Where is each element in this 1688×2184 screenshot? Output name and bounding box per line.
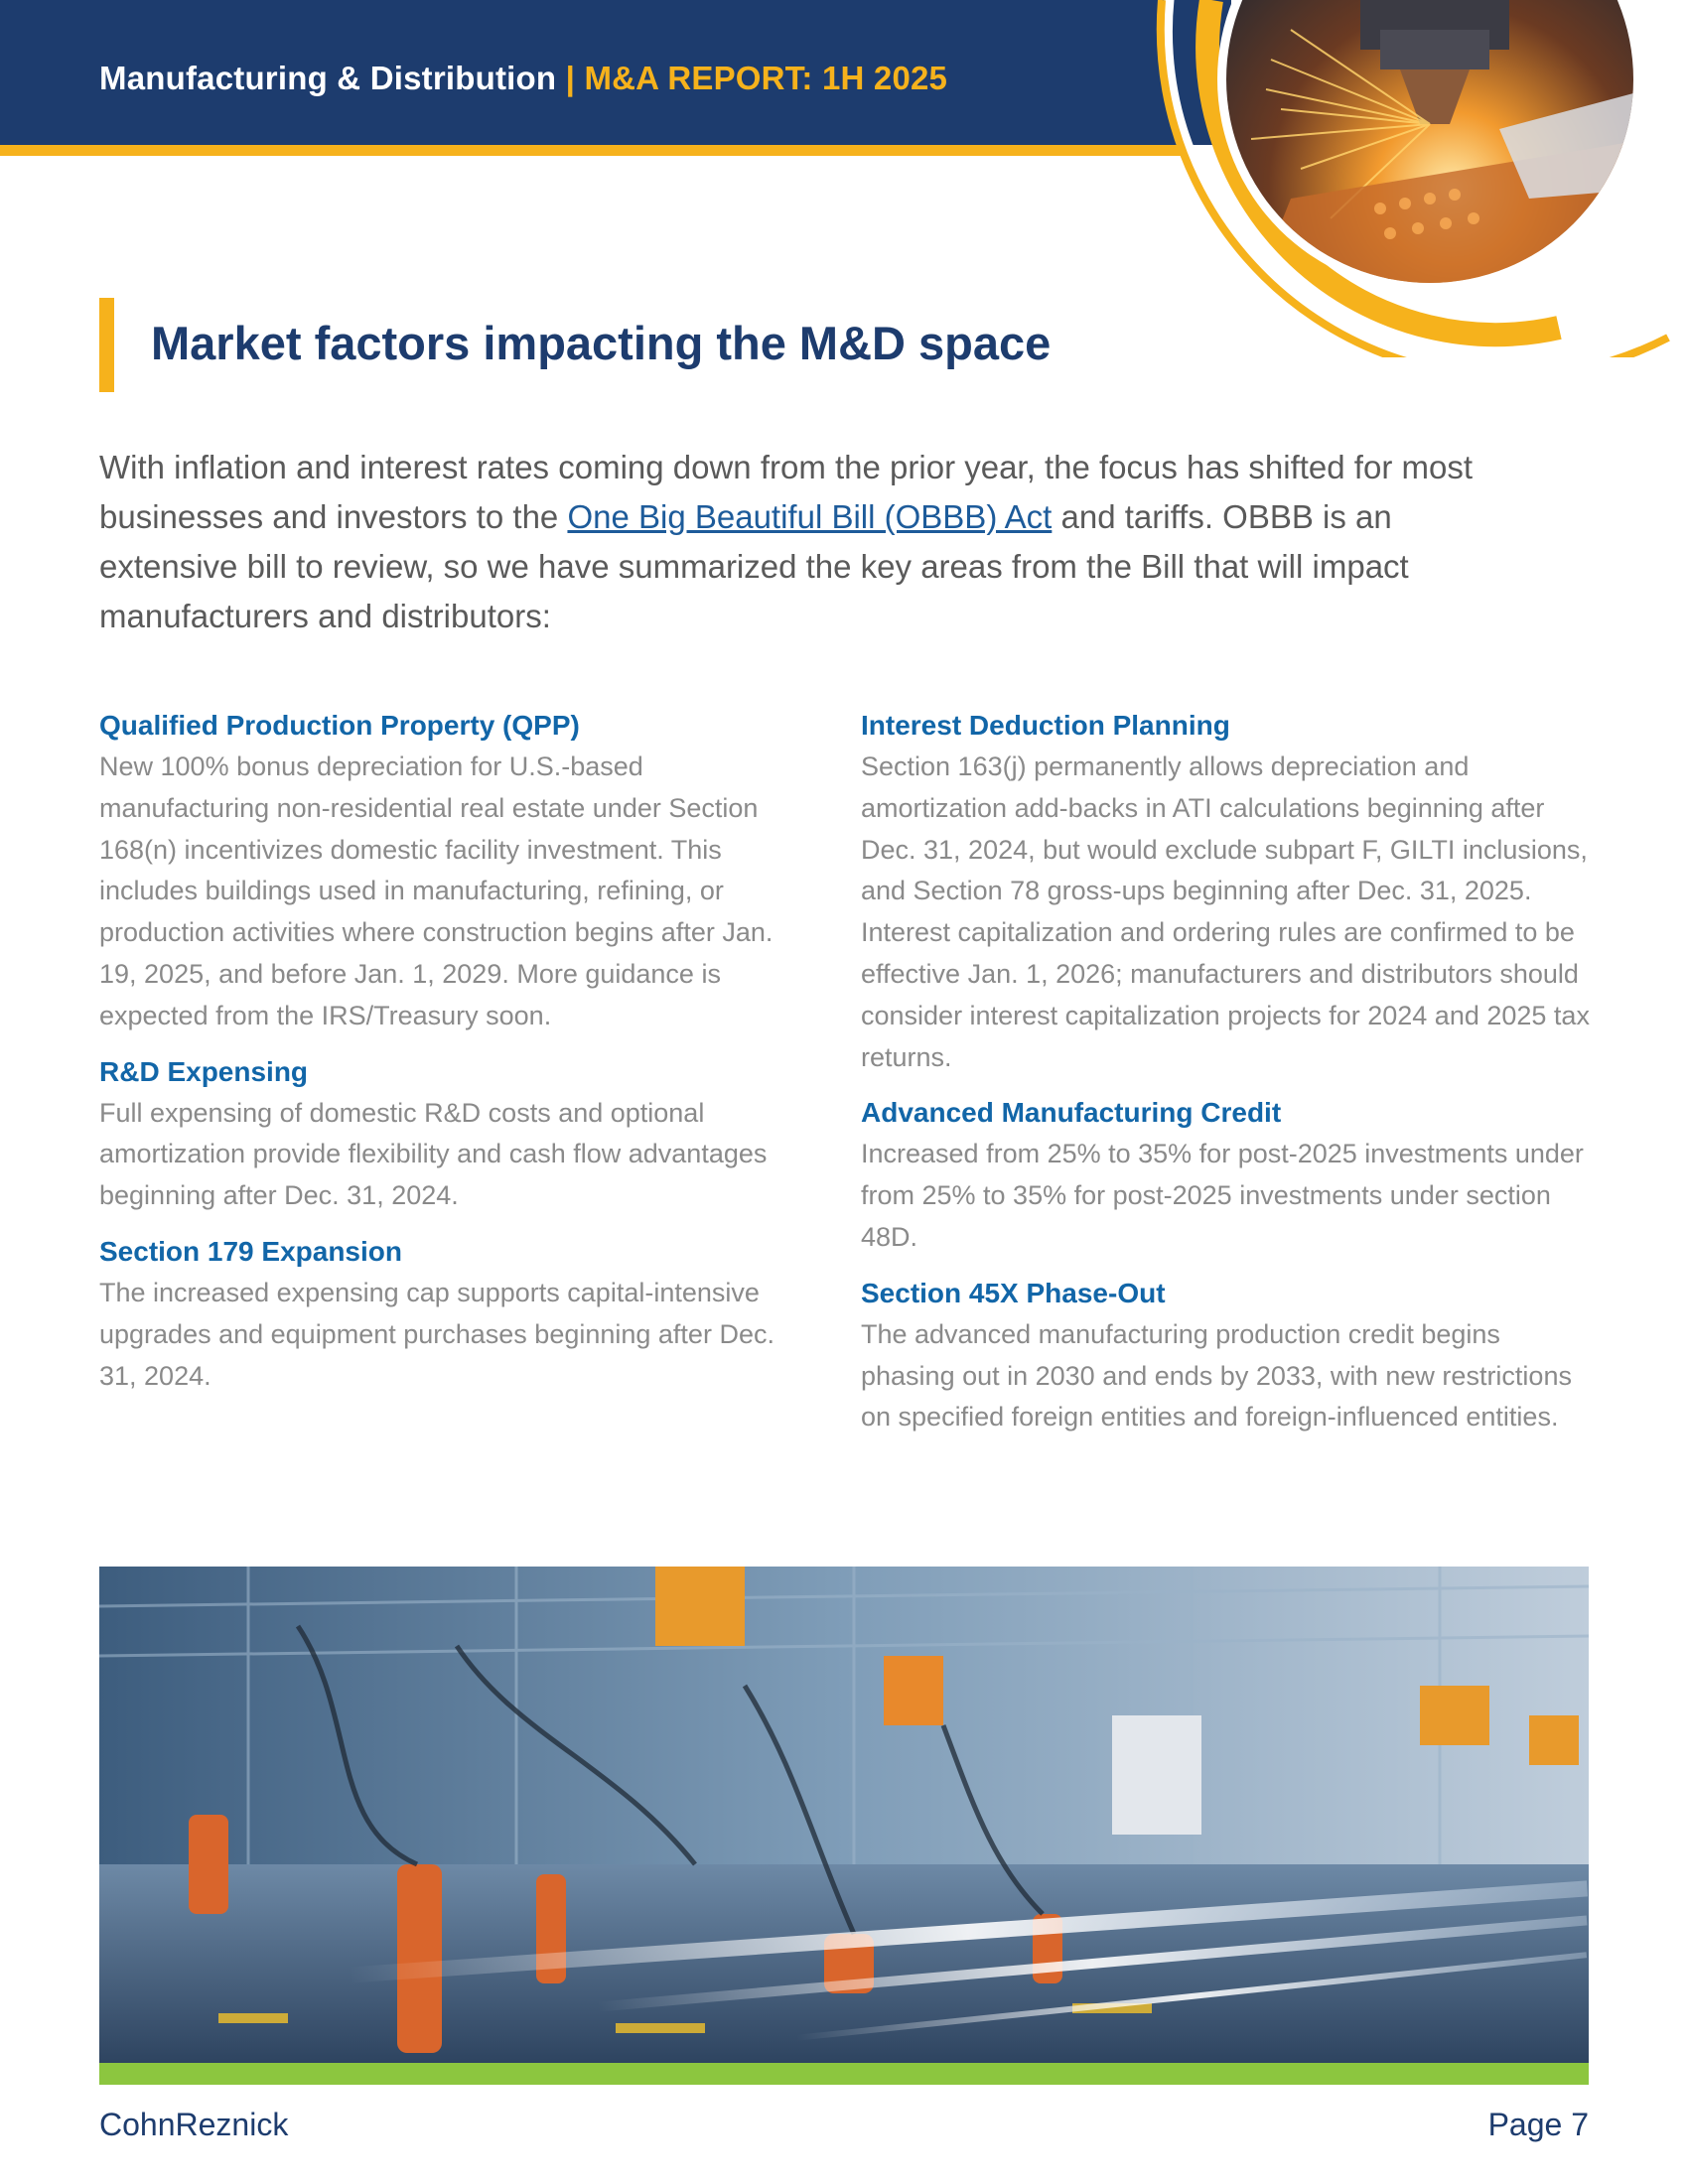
left-column bbox=[99, 705, 814, 1411]
header-section: Manufacturing & Distribution bbox=[99, 60, 557, 96]
rd-expensing-body: Full expensing of domestic R&D costs and optional amortization provide flexibility and cash flow advantages beginning after Dec. 31, 2024. bbox=[99, 1097, 768, 1211]
factory-assembly-line-image bbox=[99, 1567, 1589, 2063]
interest-deduction-body: Section 163(j) permanently allows depreciation and amortization add-backs in ATI calculations beginning after Dec. 31, 2024, but would exclude subpart F, GILTI inclusions, and Section 78 gross-ups beginning after Dec. 31, 2025. Interest capitalization and ordering rules are confirmed to be effective Jan. 1, 2026; manufacturers and distributors should consider interest capitalization projects for 2024 and 2025 tax returns. bbox=[861, 751, 1590, 1072]
title-accent-bar bbox=[99, 298, 114, 392]
right-column bbox=[861, 705, 1596, 1452]
header-report-label: M&A REPORT: 1H 2025 bbox=[584, 60, 948, 96]
report-header bbox=[99, 60, 947, 97]
page-number: Page 7 bbox=[1487, 2107, 1589, 2142]
interest-deduction-heading: Interest Deduction Planning bbox=[861, 710, 1230, 741]
footer-accent-line bbox=[99, 2063, 1589, 2085]
qpp-body: New 100% bonus depreciation for U.S.-based manufacturing non-residential real estate under Section 168(n) incentivizes domestic facility investment. This includes buildings used in manufacturing, refining, or production activities where construction begins after Jan. 19, 2025, and before Jan. 1, 2029. More guidance is expected from the IRS/Treasury soon. bbox=[99, 751, 774, 1030]
section-179-body: The increased expensing cap supports capital-intensive upgrades and equipment purchases beginning after Dec. 31, 2024. bbox=[99, 1277, 774, 1391]
rd-expensing-section bbox=[99, 1051, 814, 1217]
section-45x-heading: Section 45X Phase-Out bbox=[861, 1277, 1166, 1308]
advanced-manufacturing-section bbox=[861, 1092, 1596, 1258]
rd-expensing-heading: R&D Expensing bbox=[99, 1055, 309, 1087]
section-179-section bbox=[99, 1231, 814, 1397]
advanced-manufacturing-heading: Advanced Manufacturing Credit bbox=[861, 1097, 1282, 1129]
obbb-act-link[interactable]: One Big Beautiful Bill (OBBB) Act bbox=[567, 498, 1053, 535]
header-separator: | bbox=[565, 60, 576, 96]
intro-paragraph bbox=[99, 443, 1489, 641]
advanced-manufacturing-body: Increased from 25% to 35% for post-2025 investments under from 25% to 35% for post-2025 investments under section 48D. bbox=[861, 1139, 1584, 1252]
intro-text-end: and tariffs. OBBB is an extensive bill to review, so we have summarized the key areas from the Bill that will impact manufacturers and distributors: bbox=[99, 498, 1409, 634]
section-45x-body: The advanced manufacturing production credit begins phasing out in 2030 and ends by 2033, with new restrictions on specified foreign entities and foreign-influenced entities. bbox=[861, 1318, 1572, 1433]
intro-text-start: With inflation and interest rates coming down from the prior year, the focus has shifted for most businesses and investors to the bbox=[99, 449, 1473, 535]
qpp-heading: Qualified Production Property (QPP) bbox=[99, 710, 580, 741]
header-accent-stripe bbox=[0, 145, 1192, 156]
footer-brand: CohnReznick bbox=[99, 2107, 289, 2142]
hero-laser-cutting-image bbox=[1132, 0, 1688, 357]
page-title: Market factors impacting the M&D space bbox=[151, 317, 1052, 369]
section-179-heading: Section 179 Expansion bbox=[99, 1235, 402, 1267]
section-45x-section bbox=[861, 1273, 1596, 1438]
qpp-section bbox=[99, 705, 814, 1037]
interest-deduction-section bbox=[861, 705, 1596, 1078]
